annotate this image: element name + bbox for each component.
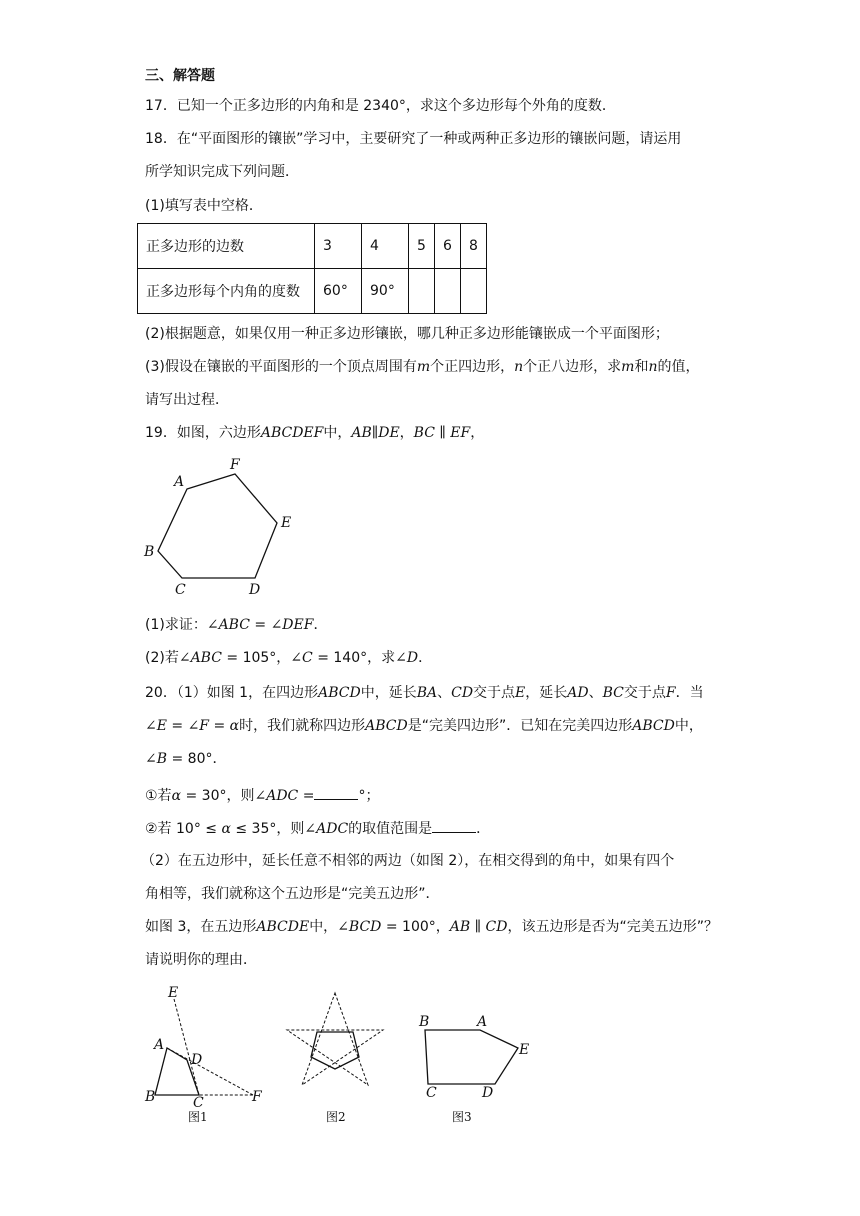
table-cell-blank xyxy=(461,269,487,314)
text: 中， xyxy=(309,919,338,935)
math: α xyxy=(171,788,182,804)
hexagon-figure xyxy=(140,455,310,600)
text: ≤ 35°，则 xyxy=(230,821,305,837)
question-20-number: 20． xyxy=(145,685,177,701)
math: ∠BCD xyxy=(337,919,382,935)
text: 交于点 xyxy=(473,685,516,701)
label-A: A xyxy=(174,474,185,490)
math: ∠B xyxy=(145,751,168,767)
question-20-part-3-line-2: 请说明你的理由． xyxy=(145,952,257,968)
question-18-part-1: (1)填写表中空格． xyxy=(145,198,263,214)
text: 如图，六边形 xyxy=(176,425,261,441)
text: ，该五边形是否为“完美五边形”？ xyxy=(507,919,718,935)
table-cell: 5 xyxy=(409,224,435,269)
answer-blank xyxy=(314,785,358,800)
label-D: D xyxy=(482,1085,494,1101)
table-cell: 4 xyxy=(362,224,409,269)
table-row xyxy=(138,224,487,269)
table-header-sides: 正多边形的边数 xyxy=(138,224,315,269)
text: = 30°，则 xyxy=(181,788,255,804)
text: 的取值范围是 xyxy=(348,821,433,837)
text: (3)假设在镶嵌的平面图形的一个顶点周围有 xyxy=(145,359,417,375)
math: E xyxy=(515,685,526,701)
text: 是“完美四边形”．已知在完美四边形 xyxy=(407,718,633,734)
math-n: n xyxy=(648,359,658,375)
label-D: D xyxy=(249,582,261,598)
table-cell: 60° xyxy=(315,269,362,314)
label-F: F xyxy=(252,1089,262,1105)
question-20-part-3-line-1 xyxy=(145,917,718,937)
math: AB ∥ CD xyxy=(449,919,508,935)
answer-blank xyxy=(432,818,476,833)
text: = 140°，求 xyxy=(312,650,396,666)
question-18-part-2: (2)根据题意，如果仅用一种正多边形镶嵌，哪几种正多边形能镶嵌成一个平面图形； xyxy=(145,326,669,342)
text: （1）如图 1，在四边形 xyxy=(176,685,319,701)
figure-2 xyxy=(280,985,390,1125)
figure-3 xyxy=(410,1010,535,1125)
math-m: m xyxy=(621,359,635,375)
text: ， xyxy=(470,425,485,441)
figure-2-caption: 图2 xyxy=(326,1110,346,1124)
question-19 xyxy=(145,423,484,443)
label-D: D xyxy=(191,1052,203,1068)
label-E: E xyxy=(519,1042,530,1058)
question-19-number: 19． xyxy=(145,425,177,441)
math: ABCDE xyxy=(256,919,310,935)
question-18-text-1: 在“平面图形的镶嵌”学习中，主要研究了一种或两种正多边形的镶嵌问题，请运用 xyxy=(176,131,682,147)
text: 中， xyxy=(323,425,352,441)
text: = 105°， xyxy=(221,650,291,666)
math: ∠E = ∠F = α xyxy=(145,718,240,734)
label-C: C xyxy=(175,582,186,598)
label-C: C xyxy=(426,1085,437,1101)
math: ABCD xyxy=(632,718,675,734)
question-17 xyxy=(145,96,616,116)
question-20-line-3 xyxy=(145,749,226,769)
text: 、 xyxy=(588,685,603,701)
question-20-part-2-line-1: （2）在五边形中，延长任意不相邻的两边（如图 2），在相交得到的角中，如果有四个 xyxy=(141,853,675,869)
label-C: C xyxy=(193,1095,204,1111)
math-angle: ∠D xyxy=(395,650,419,666)
math-angle: ∠ABC xyxy=(178,650,222,666)
math-condition-1: AB∥DE xyxy=(351,425,400,441)
label-E: E xyxy=(281,515,292,531)
math: AD xyxy=(567,685,589,701)
table-cell: 90° xyxy=(362,269,409,314)
text: 交于点 xyxy=(623,685,666,701)
text: 中，延长 xyxy=(360,685,417,701)
text: = 100°， xyxy=(381,919,450,935)
text: ． xyxy=(313,617,328,633)
math: ∠ADC xyxy=(254,788,299,804)
text: 如图 3，在五边形 xyxy=(145,919,257,935)
text: ， xyxy=(399,425,414,441)
pentagon-abcde xyxy=(425,1030,518,1084)
text: ． xyxy=(418,650,433,666)
text: 和 xyxy=(634,359,649,375)
label-E: E xyxy=(168,985,179,1001)
table-cell: 6 xyxy=(435,224,461,269)
section-title: 三、解答题 xyxy=(145,68,215,84)
text: ②若 10° ≤ xyxy=(145,821,222,837)
math: ∠ADC xyxy=(304,821,349,837)
text: ，延长 xyxy=(525,685,568,701)
text: ①若 xyxy=(145,788,172,804)
text: 中， xyxy=(674,718,703,734)
question-20-part-2-line-2: 角相等，我们就称这个五边形是“完美五边形”． xyxy=(145,886,440,902)
question-20-line-1 xyxy=(145,683,704,703)
text: 的值， xyxy=(657,359,700,375)
math: α xyxy=(221,821,231,837)
polygon-angle-table xyxy=(137,223,487,314)
figure-1 xyxy=(140,985,270,1125)
question-18-part-3 xyxy=(145,357,699,377)
text: ．当 xyxy=(675,685,704,701)
label-A: A xyxy=(477,1014,488,1030)
table-row xyxy=(138,269,487,314)
figure-1-caption: 图1 xyxy=(188,1110,208,1124)
math: ABCD xyxy=(318,685,361,701)
math: CD xyxy=(451,685,474,701)
text: ． xyxy=(476,821,491,837)
table-cell: 3 xyxy=(315,224,362,269)
table-header-angles: 正多边形每个内角的度数 xyxy=(138,269,315,314)
math-expression: ∠ABC = ∠DEF xyxy=(206,617,314,633)
label-B: B xyxy=(419,1014,430,1030)
question-18-number: 18． xyxy=(145,131,177,147)
math-hexagon: ABCDEF xyxy=(260,425,324,441)
question-20-sub-2 xyxy=(145,818,490,839)
math-condition-2: BC ∥ EF xyxy=(413,425,471,441)
label-F: F xyxy=(230,457,240,473)
text: (2)若 xyxy=(145,650,179,666)
math: BA xyxy=(416,685,438,701)
question-19-part-2 xyxy=(145,648,432,668)
math-n: n xyxy=(514,359,524,375)
text: 个正四边形， xyxy=(430,359,515,375)
question-20-sub-1 xyxy=(145,785,379,806)
label-B: B xyxy=(144,544,155,560)
question-20-line-2 xyxy=(145,716,703,736)
text: 时，我们就称四边形 xyxy=(239,718,366,734)
math-m: m xyxy=(416,359,431,375)
dashed-star xyxy=(287,993,383,1085)
table-cell-blank xyxy=(435,269,461,314)
text: °； xyxy=(358,788,380,804)
math-angle: ∠C xyxy=(290,650,313,666)
question-18-part-3-line-2: 请写出过程． xyxy=(145,392,229,408)
question-17-text: 已知一个正多边形的内角和是 2340°，求这个多边形每个外角的度数． xyxy=(176,98,616,114)
math: ABCD xyxy=(365,718,408,734)
text: = xyxy=(298,788,315,804)
figure-3-caption: 图3 xyxy=(452,1110,472,1124)
text: = 80°． xyxy=(167,751,227,767)
text: (1)求证： xyxy=(145,617,207,633)
pentagon-shape xyxy=(311,1032,359,1069)
question-18-line-2: 所学知识完成下列问题． xyxy=(145,164,299,180)
dashed-extensions xyxy=(174,999,253,1095)
table-cell-blank xyxy=(409,269,435,314)
question-18-line-1 xyxy=(145,129,681,149)
text: 个正八边形，求 xyxy=(523,359,622,375)
table-cell: 8 xyxy=(461,224,487,269)
label-B: B xyxy=(145,1089,156,1105)
text: 、 xyxy=(437,685,452,701)
question-17-number: 17． xyxy=(145,98,177,114)
label-A: A xyxy=(154,1037,165,1053)
math: BC xyxy=(602,685,624,701)
question-19-part-1 xyxy=(145,615,327,635)
math: F xyxy=(665,685,676,701)
